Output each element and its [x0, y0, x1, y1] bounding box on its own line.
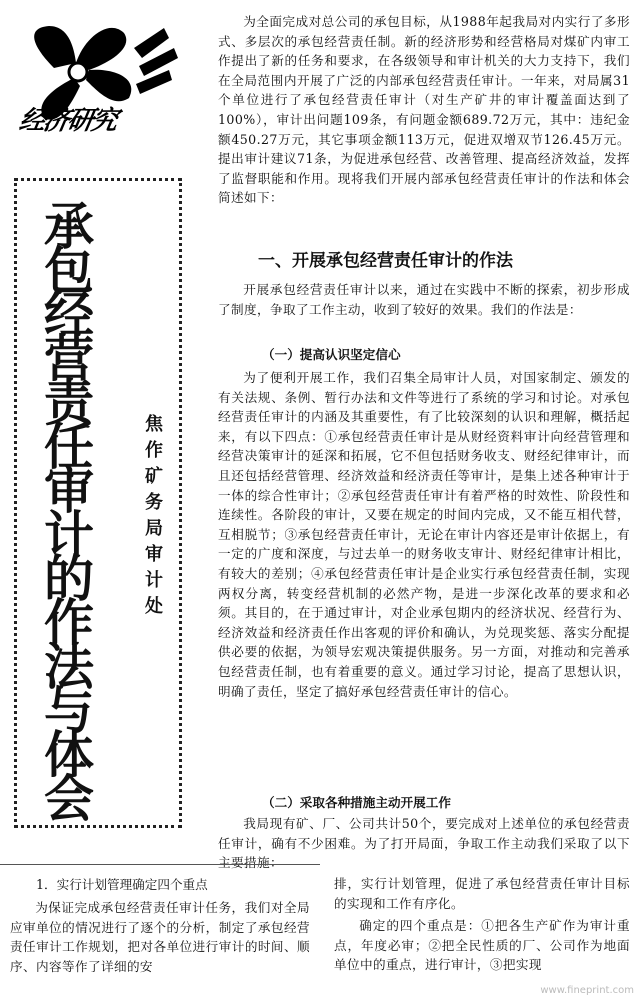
author-char: 局	[145, 518, 163, 539]
author-char: 务	[145, 492, 163, 513]
author-char: 审	[145, 544, 163, 565]
title-char: 计	[44, 506, 94, 564]
title-char: 审	[44, 462, 94, 520]
author-char: 作	[145, 440, 163, 461]
subsection-paragraph: 我局现有矿、厂、公司共计50个，要完成对上述单位的承包经营责任审计，确有不少困难。为了打开局面，争取工作主动我们采取了以下主要措施：	[218, 816, 630, 871]
item-paragraph: 排，实行计划管理，促进了承包经营责任审计目标的实现和工作有序化。	[334, 876, 630, 911]
subsection-heading: （一）提高认识坚定信心	[262, 347, 401, 362]
intro-paragraph: 为全面完成对总公司的承包目标，从1988年起我局对内实行了多形式、多层次的承包经营责任制。新的经济形势和经营格局对煤矿内审工作提出了新的任务和要求，在各级领导和审计机关的大力支持下，我们在全局范围内开展了广泛的内部承包经营责任审计。一年来，对局属31个单位进行了承包经营责任审计（对生产矿井的审计覆盖面达到了100%），审计出问题109条，有问题金额689.72万元，其中：违纪金额450.27万元，其它事项金额113万元，促进双增双节126.45万元。提出审计建议71条，为促进承包经营、改善管理、提高经济效益，发挥了监督职能和作用。现将我们开展内部承包经营责任审计的作法和体会简述如下：	[218, 14, 630, 206]
title-char: 任	[44, 418, 94, 476]
title-char: 体	[44, 726, 94, 784]
title-char: 作	[44, 594, 94, 652]
title-char: 营	[44, 330, 94, 388]
logo-caption: 经济研究	[16, 106, 119, 136]
title-char: 承	[44, 198, 94, 256]
title-char: 经	[44, 286, 94, 344]
title-char: 责	[44, 374, 94, 432]
item-paragraph: 为保证完成承包经营责任审计任务，我们对全局应审单位的情况进行了逐个的分析，制定了承包经营责任审计工作规划，把对各单位进行审计的时间、顺序、内容等作了详细的安	[10, 900, 310, 974]
title-char: 法	[44, 638, 94, 696]
title-char: 与	[44, 682, 94, 740]
title-char: 包	[44, 242, 94, 300]
author-char: 矿	[145, 466, 163, 487]
subsection-heading: （二）采取各种措施主动开展工作	[262, 795, 451, 810]
section-intro-paragraph: 开展承包经营责任审计以来，通过在实践中不断的探索，初步形成了制度，争取了工作主动，收到了较好的效果。我们的作法是：	[218, 282, 630, 317]
author-char: 焦	[145, 414, 163, 435]
title-char: 会	[44, 770, 94, 828]
section-heading: 一、开展承包经营责任审计的作法	[258, 251, 513, 271]
author-char: 计	[145, 570, 163, 591]
divider	[0, 864, 320, 865]
subsection-paragraph: 为了便利开展工作，我们召集全局审计人员，对国家制定、颁发的有关法规、条例、暂行办法和文件等进行了系统的学习和讨论。对承包经营责任审计的内涵及其重要性，有了比较深刻的认识和理解，概括起来，有以下四点：①承包经营责任审计是从财经资料审计向经营管理和经营决策审计的延深和拓展，它不但包括财务收支、财经纪律审计，而且还包括经营管理、经济效益和经济责任等审计，是集上述各种审计于一体的综合性审计；②承包经营责任审计有着严格的时效性、阶段性和连续性。各阶段的审计，又要在规定的时间内完成，又不能互相代替，互相脱节；③承包经营责任审计，无论在审计内容还是审计依据上，有一定的广度和深度，与过去单一的财务收支审计、财经纪律审计相比，有较大的差别；④承包经营责任审计是企业实行承包经营责任制，实现两权分离，转变经营机制的必然产物，是进一步深化改革的要求和必须。其目的，在于通过审计，对企业承包期内的经济状况、经营行为、经济效益和经济责任作出客观的评价和确认，为兑现奖惩、落实分配提供必要的依据，为领导宏观决策提供服务。另一方面，对推动和完善承包经营责任制，也有着重要的意义。通过学习讨论，提高了思想认识，明确了责任，坚定了搞好承包经营责任审计的信心。	[218, 370, 630, 699]
author-char: 处	[145, 596, 163, 617]
item-paragraph: 确定的四个重点是：①把各生产矿作为审计重点，年度必审；②把全民性质的厂、公司作为地面单位中的重点，进行审计，③把实现	[334, 918, 630, 973]
title-box	[14, 178, 182, 828]
watermark: www.fineprint.com	[540, 985, 634, 996]
item-heading: 1．实行计划管理确定四个重点	[36, 877, 208, 892]
title-char: 的	[44, 550, 94, 608]
